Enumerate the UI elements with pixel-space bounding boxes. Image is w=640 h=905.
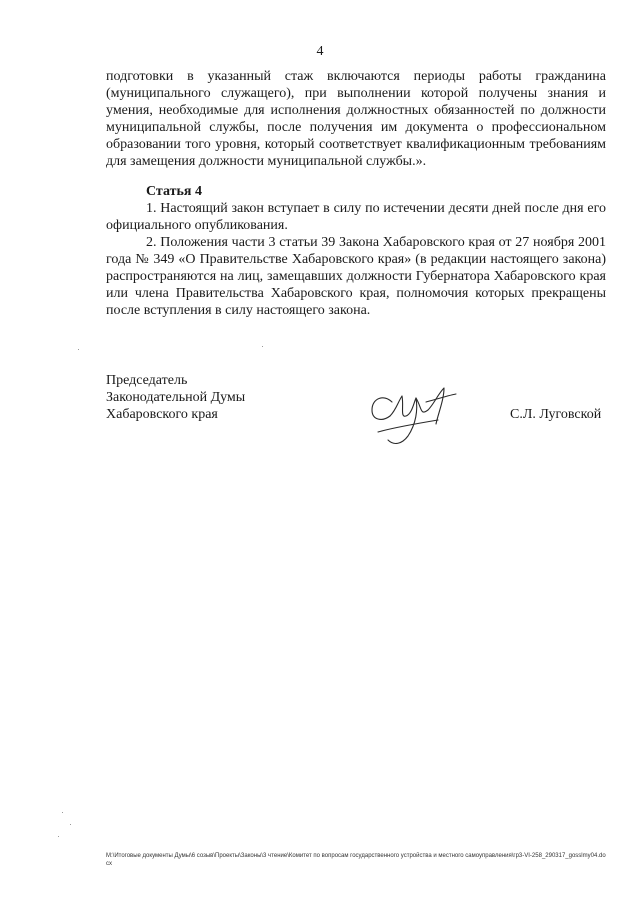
signatory-title [106,372,245,423]
continued-paragraph [106,68,606,170]
scan-speck [262,346,263,347]
signatory-title-line: Законодательной Думы [106,390,246,405]
signatory-name: С.Л. Луговской [510,407,602,422]
scan-speck [70,824,71,825]
scan-speck [58,836,59,837]
signatory-title-line: Председатель [106,373,188,388]
article-item-1: 1. Настоящий закон вступает в силу по истечении десяти дней после дня его официального опубликования. [106,201,606,233]
article-item-2: 2. Положения части 3 статьи 39 Закона Хабаровского края от 27 ноября 2001 года № 349 «О Правительстве Хабаровского края» (в редакции настоящего закона) распространяются на лиц, замещавших должности Губернатора Хабаровского края или члена Правительства Хабаровского края, полномочия которых прекращены после вступления в силу настоящего закона. [106,235,606,318]
scan-speck [62,812,63,813]
handwritten-signature [358,380,468,450]
paragraph-text: подготовки в указанный стаж включаются периоды работы гражданина (муниципального служащего), при выполнении которой получены знания и умения, необходимые для исполнения должностных обязанностей по должности муниципальной службы, после получения им документа о профессиональном образовании того уровня, который соответствует квалификационным требованиям для замещения должности муниципальной службы.». [106,69,606,169]
scan-speck [78,349,79,350]
article-heading: Статья 4 [146,184,202,199]
footer-file-path: M:\Итоговые документы Думы\6 созыв\Проекты\Законы\3 чтение\Комитет по вопросам государственного устройства и местного самоуправления\гр3-VI-258_290317_gosslmy04.docx [106,853,606,867]
page-number: 4 [316,44,324,59]
article-items [106,200,606,319]
signatory-title-line: Хабаровского края [106,407,218,422]
